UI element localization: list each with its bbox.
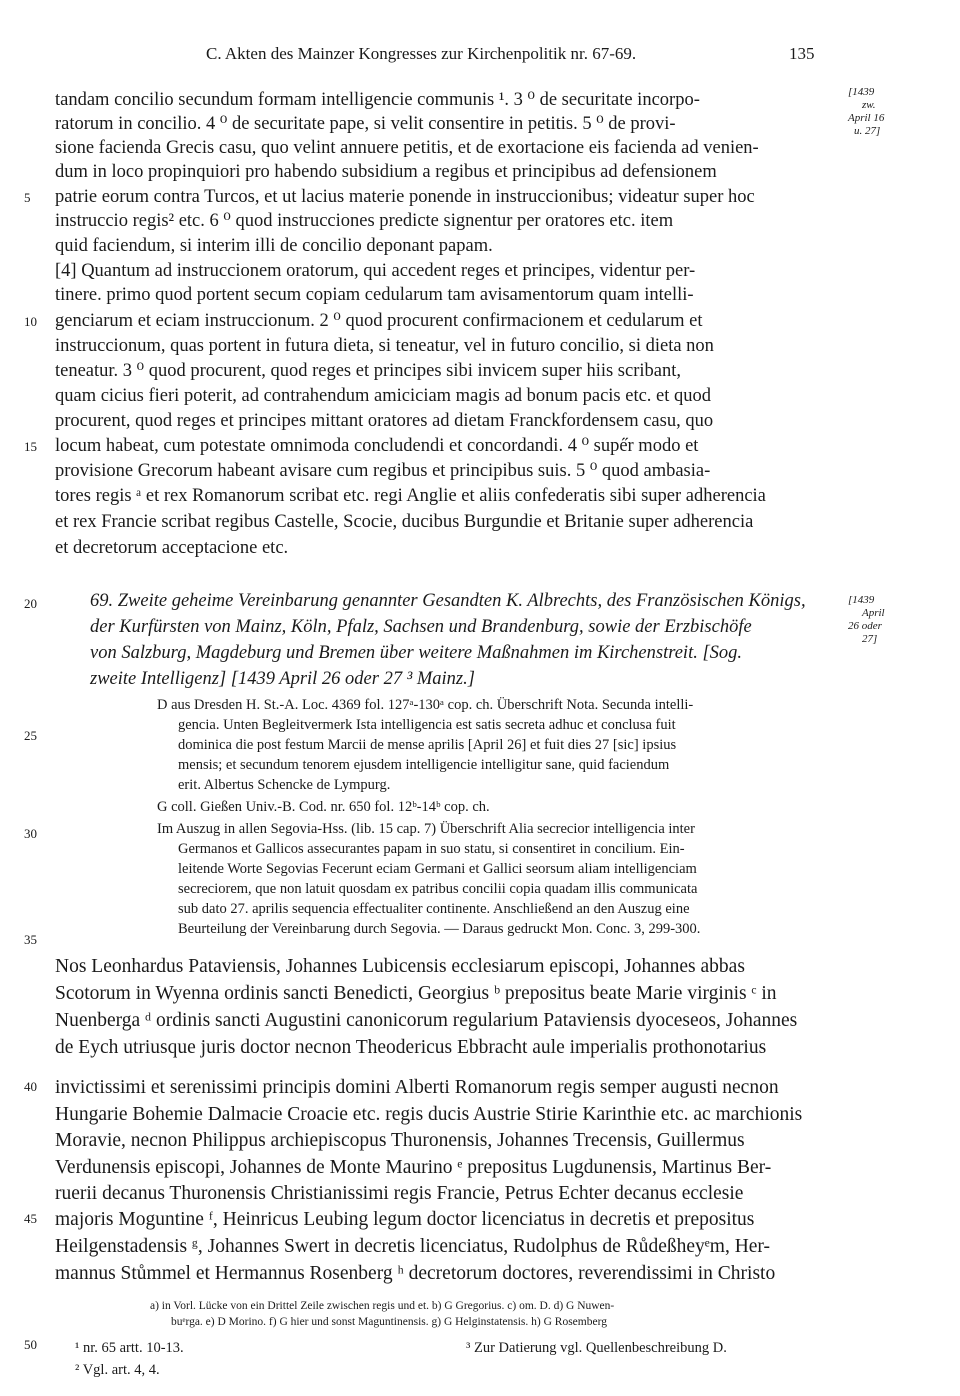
- apparatus-line: Beurteilung der Vereinbarung durch Segovia. — Daraus gedruckt Mon. Conc. 3, 299-300.: [178, 921, 701, 937]
- line-number: 10: [24, 314, 37, 329]
- apparatus-line: secreciorem, que non latuit quosdam ex patribus concilii copia quadam illis communicata: [178, 881, 698, 897]
- footnote: ² Vgl. art. 4, 4.: [75, 1362, 160, 1378]
- text-line: locum habeat, cum potestate omnimoda concludendi et concordandi. 4 ⁰ supe̋r modo et: [55, 436, 699, 456]
- text-line: invictissimi et serenissimi principis domini Alberti Romanorum regis semper augusti necnon: [55, 1077, 779, 1098]
- margin-note-line: April: [862, 607, 885, 619]
- apparatus-line: G coll. Gießen Univ.-B. Cod. nr. 650 fol. 12ᵇ-14ᵇ cop. ch.: [157, 799, 490, 815]
- apparatus-line: Germanos et Gallicos assecurantes papam in suo statu, si consentiret in concilium. Ein-: [178, 841, 685, 857]
- line-number: 50: [24, 1337, 37, 1352]
- text-line: instruccionum, quas portent in futura dieta, si teneatur, vel in futuro concilio, si dieta non: [55, 336, 714, 356]
- text-line: Scotorum in Wyenna ordinis sancti Benedicti, Georgius ᵇ prepositus beate Marie virginis ᶜ in: [55, 983, 777, 1004]
- margin-note-line: 26 oder: [848, 620, 882, 632]
- text-line: Hungarie Bohemie Dalmacie Croacie etc. regis ducis Austrie Stirie Karinthie etc. ac marchionis: [55, 1104, 803, 1125]
- text-line: Heilgenstadensis ᵍ, Johannes Swert in decretis licenciatus, Rudolphus de Růdeßheyᵉm, Her-: [55, 1236, 771, 1257]
- text-line: dum in loco propinquiori pro habendo subsidium a regibus et principibus ad defensionem: [55, 162, 717, 182]
- line-number: 35: [24, 932, 37, 947]
- text-line: sione facienda Grecis casu, quo velint annuere petitis, et de exortacione eis facienda ad venien-: [55, 138, 759, 158]
- margin-note-line: [1439: [848, 86, 875, 98]
- text-line: de Eych utriusque juris doctor necnon Theodericus Ebbracht aule imperialis prothonotarius: [55, 1037, 767, 1058]
- section-title-line: von Salzburg, Magdeburg und Bremen über weitere Maßnahmen im Kirchenstreit. [Sog.: [90, 643, 743, 663]
- text-line: mannus Stůmmel et Hermannus Rosenberg ʰ decretorum doctores, reverendissimi in Christo: [55, 1263, 776, 1284]
- text-line: teneatur. 3 ⁰ quod procurent, quod reges et principes sibi invicem super hiis scribant,: [55, 361, 681, 381]
- text-line: genciarum et eciam instruccionum. 2 ⁰ quod procurent confirmacionem et cedularum et: [55, 311, 703, 331]
- page-number: 135: [789, 44, 815, 63]
- text-line: et rex Francie scribat regibus Castelle, Scocie, ducibus Burgundie et Britanie super adherencia: [55, 512, 754, 532]
- apparatus-line: leitende Worte Segovias Fecerunt eciam Germani et Gallici seorsum aliam intelligenciam: [178, 861, 697, 877]
- text-line: instruccio regis² etc. 6 ⁰ quod instrucciones predicte signentur per oratores etc. item: [55, 211, 674, 231]
- line-number: 15: [24, 439, 37, 454]
- text-line: procurent, quod reges et principes mittant oratores ad dietam Franckfordensem casu, quo: [55, 411, 714, 431]
- apparatus-line: sub dato 27. aprilis sequencia effectualiter continente. Anschließend an den Auszug eine: [178, 901, 690, 917]
- margin-note-line: 27]: [862, 633, 878, 645]
- line-number: 25: [24, 728, 37, 743]
- text-line: tinere. primo quod portent secum copiam cedularum tam avisamentorum quam intelli-: [55, 285, 694, 305]
- text-line: majoris Moguntine ᶠ, Heinricus Leubing legum doctor licenciatus in decretis et prepositus: [55, 1209, 755, 1230]
- footnote: ¹ nr. 65 artt. 10-13.: [75, 1340, 184, 1356]
- text-line: patrie eorum contra Turcos, et ut lacius materie ponende in instruccionibus; videatur super hoc: [55, 187, 755, 207]
- text-line: Moravie, necnon Philippus archiepiscopus Thuronensis, Johannes Trecensis, Guillermus: [55, 1130, 745, 1151]
- apparatus-line: gencia. Unten Begleitvermerk Ista intelligencia est satis secreta adhuc et conclusa fuit: [178, 717, 676, 733]
- margin-note-line: zw.: [862, 99, 876, 111]
- margin-note-line: April 16: [848, 112, 885, 124]
- apparatus-line: D aus Dresden H. St.-A. Loc. 4369 fol. 127ᵃ-130ᵃ cop. ch. Überschrift Nota. Secunda intelli-: [157, 697, 694, 713]
- margin-note-line: u. 27]: [854, 125, 881, 137]
- line-number: 5: [24, 190, 31, 205]
- variant-note-line: a) in Vorl. Lücke von ein Drittel Zeile zwischen regis und et. b) G Gregorius. c) om. D. d) G Nuwen-: [150, 1300, 615, 1312]
- section-title-line: der Kurfürsten von Mainz, Köln, Pfalz, Sachsen und Brandenburg, sowie der Erzbischöfe: [90, 617, 752, 637]
- running-title: C. Akten des Mainzer Kongresses zur Kirchenpolitik nr. 67-69.: [206, 44, 637, 63]
- text-line: [4] Quantum ad instruccionem oratorum, qui accedent reges et principes, videntur per-: [55, 261, 696, 281]
- apparatus-line: erit. Albertus Schencke de Lympurg.: [178, 777, 391, 793]
- line-number: 20: [24, 596, 37, 611]
- variant-note-line: buᵉrga. e) D Morino. f) G hier und sonst Maguntinensis. g) G Helginstatensis. h) G Rosemberg: [171, 1316, 607, 1328]
- line-number: 30: [24, 826, 37, 841]
- margin-note-line: [1439: [848, 594, 875, 606]
- text-line: quid faciendum, si interim illi de concilio deponant papam.: [55, 236, 493, 256]
- text-line: Nos Leonhardus Pataviensis, Johannes Lubicensis ecclesiarum episcopi, Johannes abbas: [55, 956, 745, 977]
- line-number: 40: [24, 1079, 37, 1094]
- margin-note-section-date: [848, 594, 885, 646]
- text-line: ruerii decanus Thuronensis Christianissimi regis Francie, Petrus Echter decanus ecclesie: [55, 1183, 744, 1204]
- line-number: 45: [24, 1211, 37, 1226]
- text-line: Nuenberga ᵈ ordinis sancti Augustini canonicorum regularium Pataviensis dyoceseos, Johannes: [55, 1010, 798, 1031]
- margin-note-date: [848, 86, 884, 138]
- text-line: ratorum in concilio. 4 ⁰ de securitate pape, si velit consentire in petitis. 5 ⁰ de provi-: [55, 114, 676, 134]
- text-line: Verdunensis episcopi, Johannes de Monte Maurino ᵉ prepositus Lugdunensis, Martinus Ber-: [55, 1157, 772, 1178]
- apparatus-line: dominica die post festum Marcii de mense aprilis [April 26] et fuit dies 27 [sic] ipsius: [178, 737, 677, 753]
- text-line: et decretorum acceptacione etc.: [55, 538, 289, 558]
- apparatus-line: Im Auszug in allen Segovia-Hss. (lib. 15 cap. 7) Überschrift Alia secrecior intelligencia inter: [157, 821, 695, 837]
- text-line: provisione Grecorum habeant avisare cum regibus et principibus suis. 5 ⁰ quod ambasia-: [55, 461, 711, 481]
- text-line: tandam concilio secundum formam intelligencie communis ¹. 3 ⁰ de securitate incorpo-: [55, 90, 700, 110]
- section-title-line: 69. Zweite geheime Vereinbarung genannter Gesandten K. Albrechts, des Französischen Königs,: [90, 591, 806, 611]
- text-line: quam cicius fieri poterit, ad contrahendum amiciciam magis ad bonum pacis etc. et quod: [55, 386, 712, 406]
- footnote: ³ Zur Datierung vgl. Quellenbeschreibung D.: [466, 1340, 727, 1356]
- section-title-line: zweite Intelligenz] [1439 April 26 oder 27 ³ Mainz.]: [90, 669, 475, 689]
- apparatus-line: mensis; et secundum tenorem ejusdem intelligencie intelligitur sane, quid faciendum: [178, 757, 670, 773]
- text-line: tores regis ᵃ et rex Romanorum scribat etc. regi Anglie et aliis confederatis sibi super adherencia: [55, 486, 766, 506]
